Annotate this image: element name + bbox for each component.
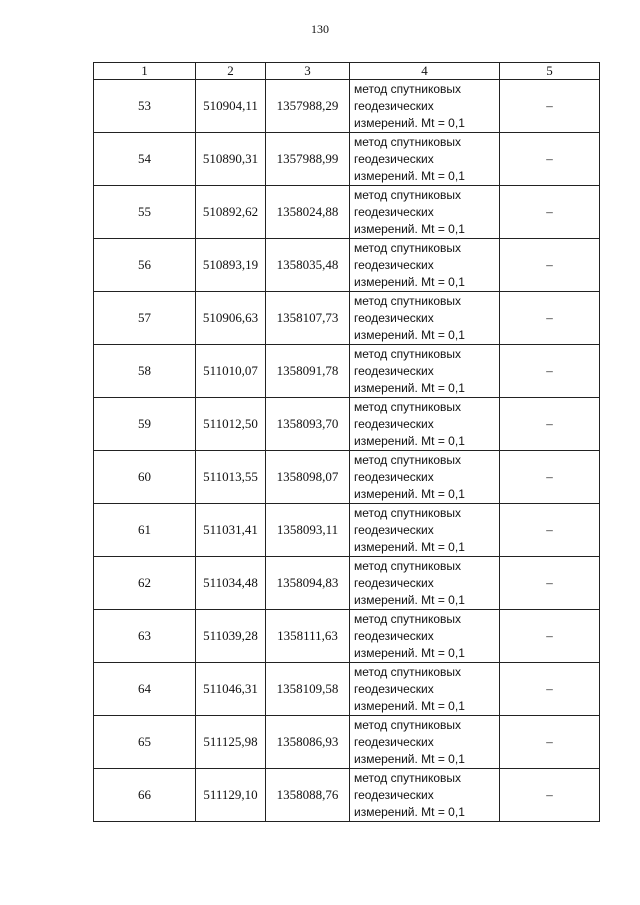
method-cell bbox=[350, 186, 500, 239]
table-row bbox=[94, 451, 600, 504]
note-cell: – bbox=[500, 663, 600, 716]
method-line: измерений. Mt = 0,1 bbox=[354, 168, 465, 183]
method-line: геодезических bbox=[354, 363, 434, 378]
method-line: метод спутниковых bbox=[354, 346, 462, 361]
method-line: метод спутниковых bbox=[354, 717, 462, 732]
note-cell: – bbox=[500, 186, 600, 239]
y-coordinate-cell: 1358035,48 bbox=[266, 239, 350, 292]
column-header: 3 bbox=[266, 63, 350, 80]
method-line: измерений. Mt = 0,1 bbox=[354, 221, 465, 236]
method-line: измерений. Mt = 0,1 bbox=[354, 274, 465, 289]
point-number-cell: 60 bbox=[94, 451, 196, 504]
point-number-cell: 61 bbox=[94, 504, 196, 557]
method-line: геодезических bbox=[354, 257, 434, 272]
method-line: геодезических bbox=[354, 522, 434, 537]
method-line: метод спутниковых bbox=[354, 240, 462, 255]
method-cell bbox=[350, 663, 500, 716]
x-coordinate-cell: 510893,19 bbox=[196, 239, 266, 292]
point-number-cell: 64 bbox=[94, 663, 196, 716]
y-coordinate-cell: 1357988,29 bbox=[266, 80, 350, 133]
note-cell: – bbox=[500, 398, 600, 451]
table-row bbox=[94, 186, 600, 239]
point-number-cell: 59 bbox=[94, 398, 196, 451]
note-cell: – bbox=[500, 80, 600, 133]
x-coordinate-cell: 510892,62 bbox=[196, 186, 266, 239]
method-line: метод спутниковых bbox=[354, 664, 462, 679]
table-row bbox=[94, 80, 600, 133]
method-line: геодезических bbox=[354, 204, 434, 219]
table-body bbox=[94, 80, 600, 822]
note-cell: – bbox=[500, 451, 600, 504]
method-line: геодезических bbox=[354, 469, 434, 484]
note-cell: – bbox=[500, 610, 600, 663]
x-coordinate-cell: 510904,11 bbox=[196, 80, 266, 133]
method-line: геодезических bbox=[354, 681, 434, 696]
method-line: метод спутниковых bbox=[354, 505, 462, 520]
x-coordinate-cell: 511046,31 bbox=[196, 663, 266, 716]
note-cell: – bbox=[500, 133, 600, 186]
column-header: 1 bbox=[94, 63, 196, 80]
method-line: метод спутниковых bbox=[354, 452, 462, 467]
method-cell bbox=[350, 557, 500, 610]
method-cell bbox=[350, 239, 500, 292]
method-cell bbox=[350, 716, 500, 769]
method-line: измерений. Mt = 0,1 bbox=[354, 380, 465, 395]
method-line: измерений. Mt = 0,1 bbox=[354, 486, 465, 501]
method-line: геодезических bbox=[354, 575, 434, 590]
point-number-cell: 56 bbox=[94, 239, 196, 292]
point-number-cell: 66 bbox=[94, 769, 196, 822]
method-line: измерений. Mt = 0,1 bbox=[354, 698, 465, 713]
table-row bbox=[94, 504, 600, 557]
y-coordinate-cell: 1358107,73 bbox=[266, 292, 350, 345]
table-row bbox=[94, 610, 600, 663]
method-cell bbox=[350, 398, 500, 451]
y-coordinate-cell: 1358086,93 bbox=[266, 716, 350, 769]
column-header: 5 bbox=[500, 63, 600, 80]
method-cell bbox=[350, 133, 500, 186]
note-cell: – bbox=[500, 239, 600, 292]
x-coordinate-cell: 511039,28 bbox=[196, 610, 266, 663]
table-row bbox=[94, 133, 600, 186]
x-coordinate-cell: 511031,41 bbox=[196, 504, 266, 557]
note-cell: – bbox=[500, 716, 600, 769]
point-number-cell: 62 bbox=[94, 557, 196, 610]
column-header: 2 bbox=[196, 63, 266, 80]
y-coordinate-cell: 1358094,83 bbox=[266, 557, 350, 610]
method-line: измерений. Mt = 0,1 bbox=[354, 115, 465, 130]
point-number-cell: 57 bbox=[94, 292, 196, 345]
y-coordinate-cell: 1358093,11 bbox=[266, 504, 350, 557]
note-cell: – bbox=[500, 557, 600, 610]
x-coordinate-cell: 511125,98 bbox=[196, 716, 266, 769]
method-cell bbox=[350, 80, 500, 133]
y-coordinate-cell: 1358109,58 bbox=[266, 663, 350, 716]
method-cell bbox=[350, 345, 500, 398]
method-line: метод спутниковых bbox=[354, 558, 462, 573]
table-row bbox=[94, 239, 600, 292]
coordinates-table bbox=[93, 62, 600, 822]
x-coordinate-cell: 511010,07 bbox=[196, 345, 266, 398]
x-coordinate-cell: 511129,10 bbox=[196, 769, 266, 822]
method-cell bbox=[350, 292, 500, 345]
table-row bbox=[94, 716, 600, 769]
note-cell: – bbox=[500, 292, 600, 345]
method-line: геодезических bbox=[354, 787, 434, 802]
page-number: 130 bbox=[311, 22, 329, 36]
method-cell bbox=[350, 610, 500, 663]
method-cell bbox=[350, 769, 500, 822]
y-coordinate-cell: 1358088,76 bbox=[266, 769, 350, 822]
x-coordinate-cell: 511012,50 bbox=[196, 398, 266, 451]
y-coordinate-cell: 1358111,63 bbox=[266, 610, 350, 663]
table-row bbox=[94, 769, 600, 822]
method-line: метод спутниковых bbox=[354, 611, 462, 626]
point-number-cell: 58 bbox=[94, 345, 196, 398]
y-coordinate-cell: 1358093,70 bbox=[266, 398, 350, 451]
table-row bbox=[94, 557, 600, 610]
y-coordinate-cell: 1357988,99 bbox=[266, 133, 350, 186]
x-coordinate-cell: 511013,55 bbox=[196, 451, 266, 504]
method-line: измерений. Mt = 0,1 bbox=[354, 645, 465, 660]
method-line: измерений. Mt = 0,1 bbox=[354, 592, 465, 607]
method-line: измерений. Mt = 0,1 bbox=[354, 327, 465, 342]
method-cell bbox=[350, 451, 500, 504]
method-line: метод спутниковых bbox=[354, 293, 462, 308]
table-row bbox=[94, 663, 600, 716]
method-line: геодезических bbox=[354, 98, 434, 113]
y-coordinate-cell: 1358098,07 bbox=[266, 451, 350, 504]
point-number-cell: 54 bbox=[94, 133, 196, 186]
column-header: 4 bbox=[350, 63, 500, 80]
method-line: геодезических bbox=[354, 628, 434, 643]
note-cell: – bbox=[500, 769, 600, 822]
method-line: измерений. Mt = 0,1 bbox=[354, 433, 465, 448]
method-line: метод спутниковых bbox=[354, 770, 462, 785]
point-number-cell: 65 bbox=[94, 716, 196, 769]
table-row bbox=[94, 345, 600, 398]
point-number-cell: 53 bbox=[94, 80, 196, 133]
header-row bbox=[94, 63, 600, 80]
method-line: измерений. Mt = 0,1 bbox=[354, 539, 465, 554]
method-line: геодезических bbox=[354, 151, 434, 166]
table-row bbox=[94, 398, 600, 451]
y-coordinate-cell: 1358091,78 bbox=[266, 345, 350, 398]
point-number-cell: 55 bbox=[94, 186, 196, 239]
y-coordinate-cell: 1358024,88 bbox=[266, 186, 350, 239]
method-line: метод спутниковых bbox=[354, 134, 462, 149]
note-cell: – bbox=[500, 345, 600, 398]
method-line: измерений. Mt = 0,1 bbox=[354, 804, 465, 819]
method-line: геодезических bbox=[354, 310, 434, 325]
method-line: метод спутниковых bbox=[354, 399, 462, 414]
method-line: измерений. Mt = 0,1 bbox=[354, 751, 465, 766]
x-coordinate-cell: 510906,63 bbox=[196, 292, 266, 345]
method-line: геодезических bbox=[354, 734, 434, 749]
x-coordinate-cell: 510890,31 bbox=[196, 133, 266, 186]
table-row bbox=[94, 292, 600, 345]
method-cell bbox=[350, 504, 500, 557]
point-number-cell: 63 bbox=[94, 610, 196, 663]
method-line: метод спутниковых bbox=[354, 81, 462, 96]
note-cell: – bbox=[500, 504, 600, 557]
method-line: геодезических bbox=[354, 416, 434, 431]
method-line: метод спутниковых bbox=[354, 187, 462, 202]
x-coordinate-cell: 511034,48 bbox=[196, 557, 266, 610]
